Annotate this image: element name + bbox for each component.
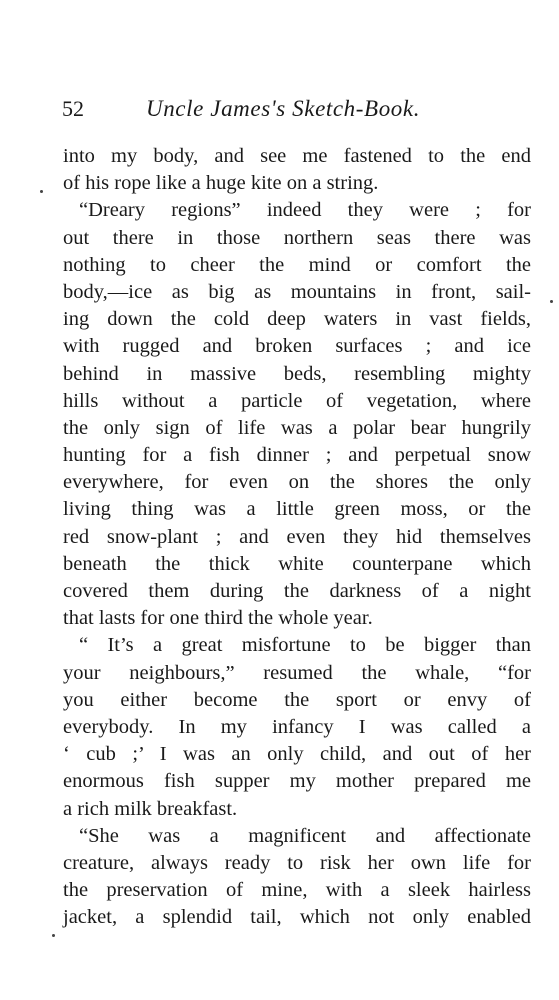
text-line: of his rope like a huge kite on a string. (63, 172, 379, 195)
text-line: “Dreary regions” indeed they were ; for (79, 199, 531, 222)
text-line: living thing was a little green moss, or the (63, 498, 531, 521)
text-line: beneath the thick white counterpane which (63, 552, 531, 575)
text-line: jacket, a splendid tail, which not only enabled (63, 906, 531, 929)
print-speck (40, 190, 43, 193)
text-line: a rich milk breakfast. (63, 797, 238, 820)
text-line: “She was a magnificent and affectionate (79, 824, 531, 847)
text-line: everywhere, for even on the shores the only (63, 471, 531, 494)
text-line: ‘ cub ;’ I was an only child, and out of her (63, 743, 531, 766)
text-line: enormous fish supper my mother prepared me (63, 770, 531, 793)
text-line: hunting for a fish dinner ; and perpetual snow (63, 444, 531, 467)
text-line: ing down the cold deep waters in vast fields, (63, 308, 531, 331)
text-line: the only sign of life was a polar bear hungrily (63, 416, 531, 439)
text-line: body,—ice as big as mountains in front, sail- (63, 280, 531, 303)
text-line: hills without a particle of vegetation, where (63, 389, 531, 412)
text-line: creature, always ready to risk her own life for (63, 851, 531, 874)
text-line: nothing to cheer the mind or comfort the (63, 253, 531, 276)
text-line: you either become the sport or envy of (63, 688, 531, 711)
text-line: your neighbours,” resumed the whale, “for (63, 661, 531, 684)
text-line: behind in massive beds, resembling mighty (63, 362, 531, 385)
text-line: everybody. In my infancy I was called a (63, 715, 531, 738)
text-line: “ It’s a great misfortune to be bigger than (79, 634, 531, 657)
text-line: that lasts for one third the whole year. (63, 607, 373, 630)
text-line: with rugged and broken surfaces ; and ice (63, 335, 531, 358)
page-number: 52 (62, 96, 84, 121)
text-line: red snow-plant ; and even they hid themselves (63, 525, 531, 548)
body-text (63, 143, 531, 931)
text-line: the preservation of mine, with a sleek hairless (63, 879, 531, 902)
print-speck (52, 934, 55, 937)
text-line: into my body, and see me fastened to the end (63, 145, 531, 167)
book-title: Uncle James's Sketch-Book. (146, 96, 421, 121)
print-speck (550, 300, 553, 303)
text-line: out there in those northern seas there was (63, 226, 531, 249)
text-line: covered them during the darkness of a night (63, 580, 531, 602)
running-head (62, 93, 532, 125)
